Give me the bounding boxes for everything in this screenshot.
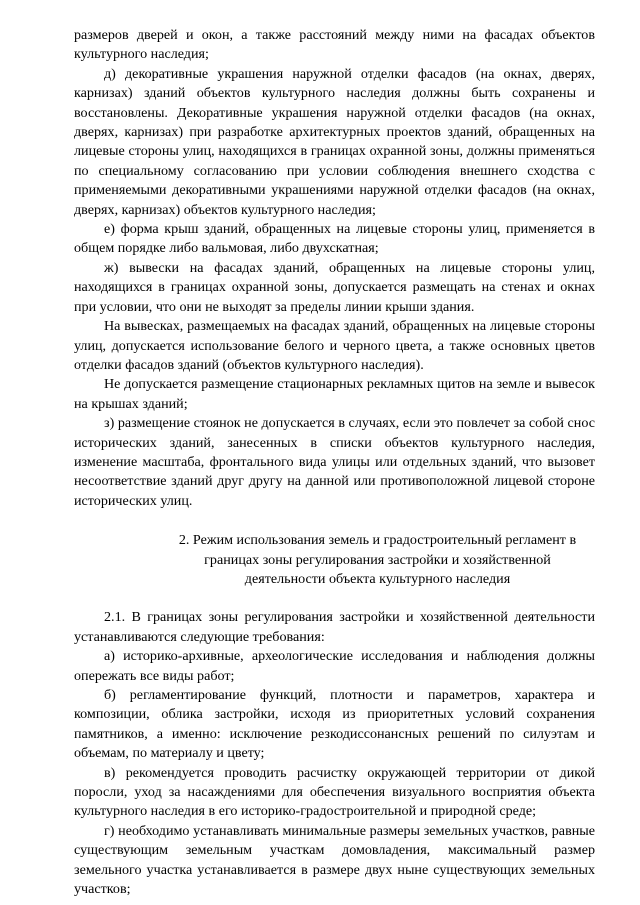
paragraph-no-billboards: Не допускается размещение стационарных рекламных щитов на земле и вывесок на крышах зданий; — [74, 376, 595, 412]
section-heading — [74, 531, 595, 589]
paragraph-item-a: а) историко-архивные, археологические исследования и наблюдения должны опережать все виды работ; — [74, 648, 595, 684]
paragraph-item-b: б) регламентирование функций, плотности и параметров, характера и композиции, облика застройки, исходя из приоритетных условий сохранения памятников, а именно: исключение резкодиссонансных решений по силуэтам и объемам, по материалу и цвету; — [74, 687, 595, 762]
paragraph-item-e: е) форма крыш зданий, обращенных на лицевые стороны улиц, применяется в общем порядке либо вальмовая, либо двухскатная; — [74, 221, 595, 257]
paragraph-item-z: з) размещение стоянок не допускается в случаях, если это повлечет за собой снос исторических зданий, занесенных в списки объектов культурного наследия, изменение масштаба, фронтального вида улицы или отдельных зданий, что вызовет несоответствие зданий друг другу на данной или противоположной лицевой стороне исторических улиц. — [74, 415, 595, 509]
paragraph-2-1: 2.1. В границах зоны регулирования застройки и хозяйственной деятельности устанавливаются следующие требования: — [74, 609, 595, 645]
paragraph-item-zh: ж) вывески на фасадах зданий, обращенных на лицевые стороны улиц, находящихся в границах охранной зоны, допускается размещать на стенах и окнах при условии, что они не выходят за пределы линии крыши здания. — [74, 259, 595, 315]
spacer — [74, 589, 595, 608]
paragraph-item-g: г) необходимо устанавливать минимальные размеры земельных участков, равные существующим земельным участкам домовладения, максимальный размер земельного участка устанавливается в размере двух ныне существующих земельных участков; — [74, 822, 595, 898]
section-heading-line: деятельности объекта культурного наследия — [244, 570, 511, 587]
section-heading-line: границах зоны регулирования застройки и хозяйственной — [204, 551, 551, 568]
paragraph-item-d: д) декоративные украшения наружной отделки фасадов (на окнах, дверях, карнизах) зданий объектов культурного наследия должны быть сохранены и восстановлены. Декоративные украшения наружной отделки фасадов (на окнах, дверях, карнизах) при разработке архитектурных проектов зданий, обращенных на лицевые стороны улиц, находящихся в границах охранной зоны, должны применяться по специальному согласованию при условии соблюдения внешнего сходства с применяемыми декоративными украшениями наружной отделки фасадов (на окнах, дверях, карнизах) объектов культурного наследия; — [74, 65, 595, 218]
document-page — [74, 26, 595, 899]
paragraph-signs-colors: На вывесках, размещаемых на фасадах зданий, обращенных на лицевые стороны улиц, допускается использование белого и черного цвета, а также основных цветов отделки фасадов зданий (объектов культурного наследия). — [74, 318, 595, 373]
paragraph-continuation: размеров дверей и окон, а также расстояний между ними на фасадах объектов культурного наследия; — [74, 27, 595, 63]
section-heading-line: 2. Режим использования земель и градостроительный регламент в — [178, 532, 577, 549]
paragraph-item-v: в) рекомендуется проводить расчистку окружающей территории от дикой поросли, уход за насаждениями для обеспечения визуального восприятия объекта культурного наследия в его историко-градостроительной и природной среде; — [74, 764, 595, 820]
